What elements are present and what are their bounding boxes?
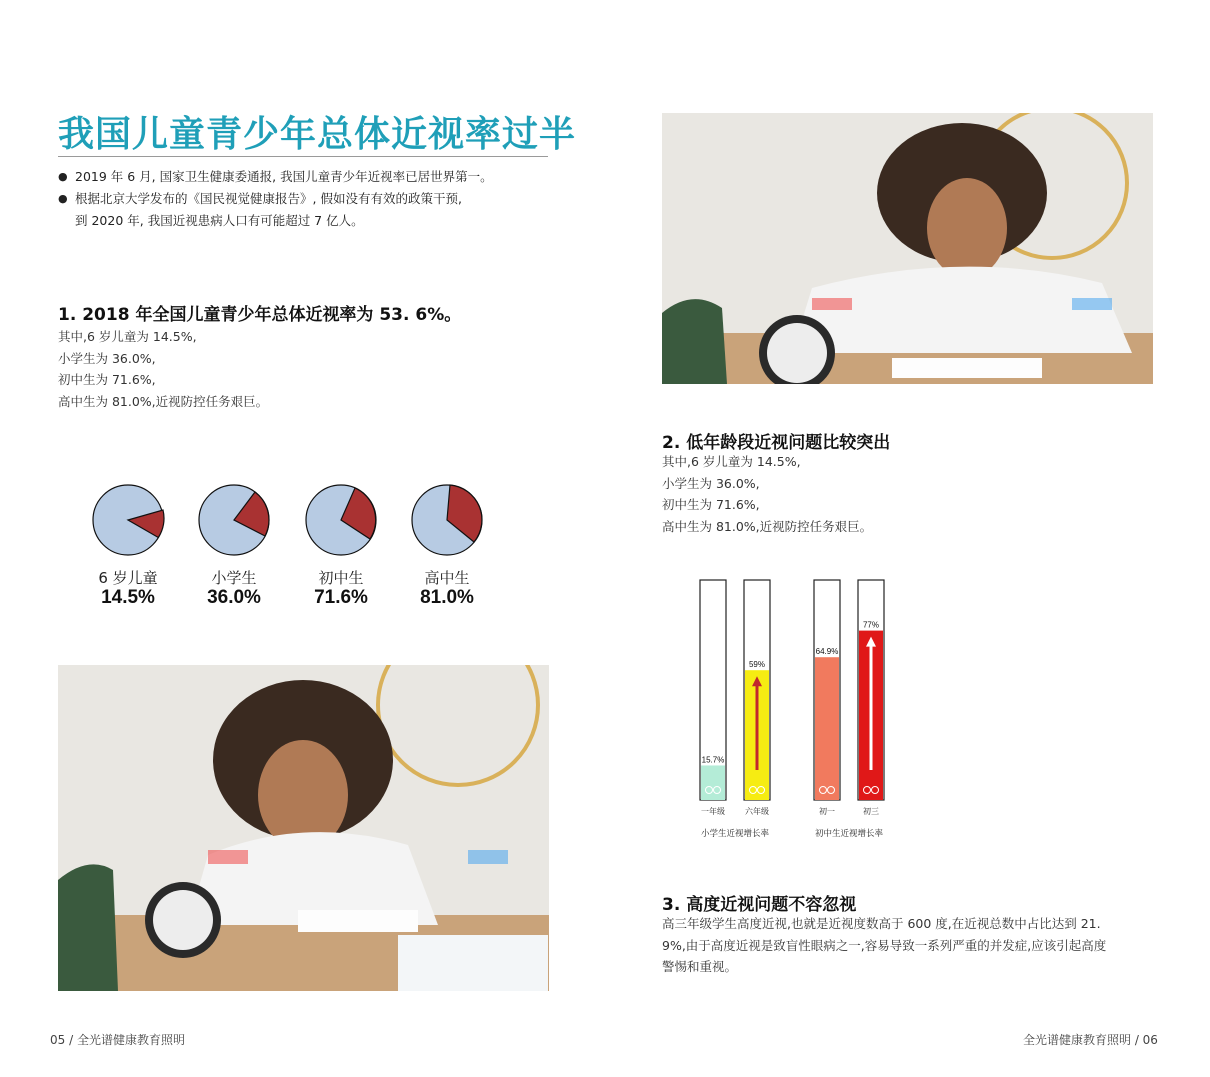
pie-value: 36.0% <box>207 587 261 608</box>
pie-label: 高中生 <box>424 569 470 587</box>
title-divider <box>58 156 548 157</box>
pie-graphic <box>85 483 171 559</box>
pie-label: 小学生 <box>211 569 257 587</box>
pie-chart-senior <box>404 483 490 609</box>
bar-category-label: 一年级 <box>701 807 725 816</box>
myopia-growth-chart <box>690 575 910 850</box>
body-line: 9%,由于高度近视是致盲性眼病之一,容易导致一系列严重的并发症,应该引起高度 <box>662 937 1107 953</box>
pie-value: 14.5% <box>101 587 155 608</box>
pie-chart-primary <box>191 483 277 609</box>
bullet-item <box>58 188 578 210</box>
body-line: 初中生为 71.6%, <box>58 372 156 387</box>
pie-value: 71.6% <box>314 587 368 608</box>
pie-label: 6 岁儿童 <box>98 569 158 587</box>
body-line: 高中生为 81.0%,近视防控任务艰巨。 <box>58 393 269 409</box>
pie-chart-junior <box>298 483 384 609</box>
section2-body <box>662 451 1082 537</box>
pie-label: 初中生 <box>318 569 364 587</box>
bar <box>701 765 725 800</box>
group-label: 小学生近视增长率 <box>700 829 770 839</box>
right-footer: 全光谱健康教育照明 / 06 <box>1023 1033 1158 1047</box>
intro-bullets <box>58 166 578 232</box>
body-line: 高三年级学生高度近视,也就是近视度数高于 600 度,在近视总数中占比达到 21. <box>662 916 1101 931</box>
bar <box>815 657 839 800</box>
bar-value-label: 15.7% <box>701 755 725 765</box>
bar-value-label: 77% <box>862 620 880 630</box>
pie-graphic <box>404 483 490 559</box>
bullet-continuation: 到 2020 年, 我国近视患病人口有可能超过 7 亿人。 <box>75 213 364 228</box>
child-writing-photo <box>58 665 549 991</box>
section1-body <box>58 326 478 412</box>
body-line: 小学生为 36.0%, <box>58 350 156 366</box>
bar-category-label: 初三 <box>863 807 879 816</box>
pie-graphic <box>191 483 277 559</box>
section2-heading: 2. 低年龄段近视问题比较突出 <box>662 433 891 453</box>
body-line: 初中生为 71.6%, <box>662 497 760 512</box>
bar-value-label: 64.9% <box>815 647 839 657</box>
bullet-icon: ● <box>58 192 68 205</box>
pie-value: 81.0% <box>420 587 474 608</box>
child-writing-photo-top <box>662 113 1153 384</box>
bar-category-label: 六年级 <box>745 807 769 816</box>
section3-body <box>662 913 1162 978</box>
body-line: 小学生为 36.0%, <box>662 475 760 491</box>
body-line: 高中生为 81.0%,近视防控任务艰巨。 <box>662 518 873 534</box>
group-label: 初中生近视增长率 <box>814 829 884 839</box>
body-line: 警惕和重视。 <box>662 959 738 974</box>
bullet-text: 2019 年 6 月, 国家卫生健康委通报, 我国儿童青少年近视率已居世界第一。 <box>75 169 493 184</box>
photo-illustration <box>662 113 1153 384</box>
pie-chart-6yo <box>85 483 171 609</box>
left-footer: 05 / 全光谱健康教育照明 <box>50 1033 185 1047</box>
section3-heading: 3. 高度近视问题不容忽视 <box>662 895 857 915</box>
bullet-icon: ● <box>58 170 68 183</box>
body-line: 其中,6 岁儿童为 14.5%, <box>662 454 801 469</box>
pie-graphic <box>298 483 384 559</box>
page-title: 我国儿童青少年总体近视率过半 <box>58 114 577 155</box>
section1-heading: 1. 2018 年全国儿童青少年总体近视率为 53. 6%。 <box>58 305 462 325</box>
photo-illustration <box>58 665 549 991</box>
body-line: 其中,6 岁儿童为 14.5%, <box>58 329 197 344</box>
bar-category-label: 初一 <box>819 807 835 816</box>
bullet-item <box>58 166 578 188</box>
bar-value-label: 59% <box>748 660 766 670</box>
bullet-text: 根据北京大学发布的《国民视觉健康报告》, 假如没有有效的政策干预, <box>75 191 462 206</box>
